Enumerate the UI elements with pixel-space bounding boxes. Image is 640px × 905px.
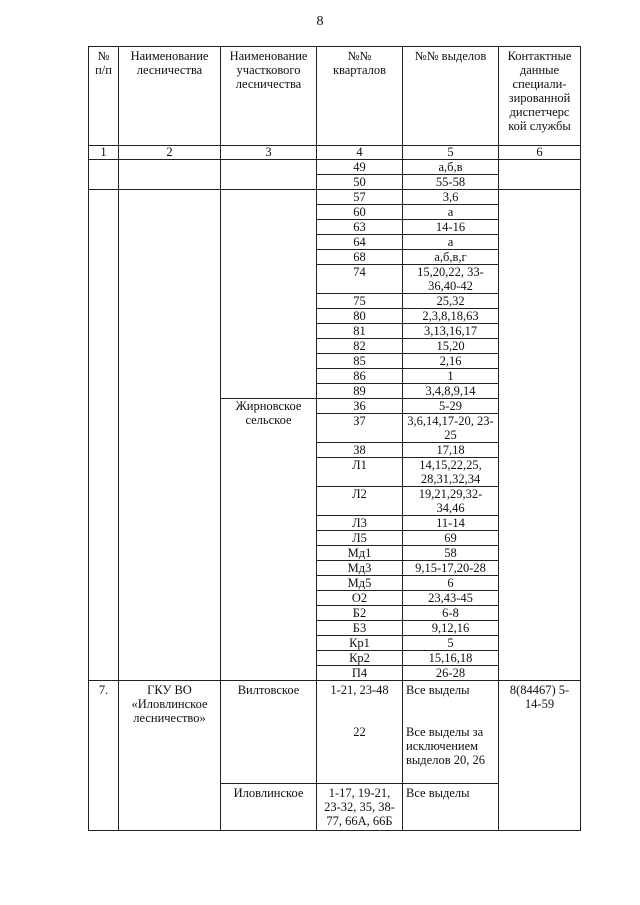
quarter-cell: Мд1 (317, 546, 403, 561)
column-number: 1 (89, 146, 119, 160)
district-cell (221, 190, 317, 399)
contact-cell (499, 190, 581, 681)
quarter-cell: 1-17, 19-21, 23-32, 35, 38-77, 66А, 66Б (317, 784, 403, 831)
quarter-cell: Л1 (317, 458, 403, 487)
forestry-table (88, 46, 581, 831)
table-body (89, 146, 581, 831)
quarter-cell: Л2 (317, 487, 403, 516)
allotment-cell: 55-58 (403, 175, 499, 190)
quarter-cell: П4 (317, 666, 403, 681)
quarter-cell: З8 (317, 443, 403, 458)
quarter-cell: Л5 (317, 531, 403, 546)
quarter-cell: 86 (317, 369, 403, 384)
allotment-cell: а,б,в,г (403, 250, 499, 265)
allotment-cell: 5-29 (403, 399, 499, 414)
quarter-cell: 81 (317, 324, 403, 339)
header-row (89, 47, 581, 146)
column-number: 2 (119, 146, 221, 160)
quarter-cell (317, 681, 403, 784)
forestry-cell (119, 190, 221, 681)
quarter-cell: 50 (317, 175, 403, 190)
allotment-cell: 2,3,8,18,63 (403, 309, 499, 324)
allotment-cell: 6-8 (403, 606, 499, 621)
column-number: 3 (221, 146, 317, 160)
header-contacts: Контактные данные специали-зированной диспетчерс кой службы (499, 47, 581, 146)
quarter-cell: Б2 (317, 606, 403, 621)
contact-cell (499, 160, 581, 190)
allotment-cell: 14,15,22,25, 28,31,32,34 (403, 458, 499, 487)
allotment-cell: 11-14 (403, 516, 499, 531)
allotment-cell (403, 681, 499, 784)
quarter-text: 22 (353, 725, 366, 739)
quarter-text: 1-21, 23-48 (330, 683, 389, 697)
allotment-cell: 23,43-45 (403, 591, 499, 606)
quarter-cell: 75 (317, 294, 403, 309)
district-name-ilovlinskoe: Иловлинское (221, 784, 317, 831)
allotment-cell: 5 (403, 636, 499, 651)
quarter-cell: 64 (317, 235, 403, 250)
quarter-cell: 74 (317, 265, 403, 294)
quarter-cell: 49 (317, 160, 403, 175)
quarter-cell: 82 (317, 339, 403, 354)
allotment-cell: 2,16 (403, 354, 499, 369)
quarter-cell: 80 (317, 309, 403, 324)
quarter-cell: 63 (317, 220, 403, 235)
district-name-viltovskoe: Вилтовское (221, 681, 317, 784)
forestry-name-ilovlinskoe: ГКУ ВО «Иловлинское лесничество» (119, 681, 221, 831)
quarter-cell: Кр1 (317, 636, 403, 651)
page-number: 8 (316, 14, 324, 29)
allotment-cell: 58 (403, 546, 499, 561)
allotment-cell: 15,20 (403, 339, 499, 354)
header-number: № п/п (89, 47, 119, 146)
quarter-cell: Кр2 (317, 651, 403, 666)
district-name-zhirnovskoe: Жирновское сельское (221, 399, 317, 681)
allotment-cell: 3,13,16,17 (403, 324, 499, 339)
allotment-cell: 3,4,8,9,14 (403, 384, 499, 399)
header-forestry: Наименование лесничества (119, 47, 221, 146)
header-district-forestry: Наименование участкового лесничества (221, 47, 317, 146)
allotment-cell: а (403, 235, 499, 250)
allotment-cell: 9,15-17,20-28 (403, 561, 499, 576)
column-number: 5 (403, 146, 499, 160)
quarter-cell: З6 (317, 399, 403, 414)
allotment-cell: 3,6,14,17-20, 23-25 (403, 414, 499, 443)
quarter-cell: Л3 (317, 516, 403, 531)
column-number-row (89, 146, 581, 160)
allotment-cell: 14-16 (403, 220, 499, 235)
table-row-entry-7 (89, 681, 581, 784)
table-row (89, 190, 581, 205)
allotment-cell: 6 (403, 576, 499, 591)
quarter-cell: 68 (317, 250, 403, 265)
allotment-cell: а,б,в (403, 160, 499, 175)
quarter-cell: З7 (317, 414, 403, 443)
column-number: 4 (317, 146, 403, 160)
allotment-cell: 19,21,29,32- 34,46 (403, 487, 499, 516)
header-allotments: №№ выделов (403, 47, 499, 146)
column-number: 6 (499, 146, 581, 160)
allotment-cell: 26-28 (403, 666, 499, 681)
allotment-cell: 15,20,22, 33-36,40-42 (403, 265, 499, 294)
allotment-cell: 17,18 (403, 443, 499, 458)
number-cell (89, 160, 119, 190)
header-quarters: №№ кварталов (317, 47, 403, 146)
allotment-cell: 69 (403, 531, 499, 546)
number-cell (89, 190, 119, 681)
quarter-cell: 85 (317, 354, 403, 369)
table-row (89, 160, 581, 175)
quarter-cell: 57 (317, 190, 403, 205)
quarter-cell: Мд3 (317, 561, 403, 576)
quarter-cell: Б3 (317, 621, 403, 636)
forestry-cell (119, 160, 221, 190)
quarter-cell: Мд5 (317, 576, 403, 591)
allotment-cell: а (403, 205, 499, 220)
quarter-cell: 89 (317, 384, 403, 399)
quarter-cell: О2 (317, 591, 403, 606)
contact-cell: 8(84467) 5-14-59 (499, 681, 581, 831)
quarter-cell: 60 (317, 205, 403, 220)
district-cell (221, 160, 317, 190)
allotment-text: Все выделы (406, 683, 470, 697)
allotment-cell: 3,6 (403, 190, 499, 205)
allotment-cell: 1 (403, 369, 499, 384)
allotment-cell: 25,32 (403, 294, 499, 309)
allotment-text: Все выделы за исключением выделов 20, 26 (406, 725, 485, 767)
allotment-cell: 15,16,18 (403, 651, 499, 666)
allotment-cell: 9,12,16 (403, 621, 499, 636)
number-cell: 7. (89, 681, 119, 831)
allotment-cell: Все выделы (403, 784, 499, 831)
